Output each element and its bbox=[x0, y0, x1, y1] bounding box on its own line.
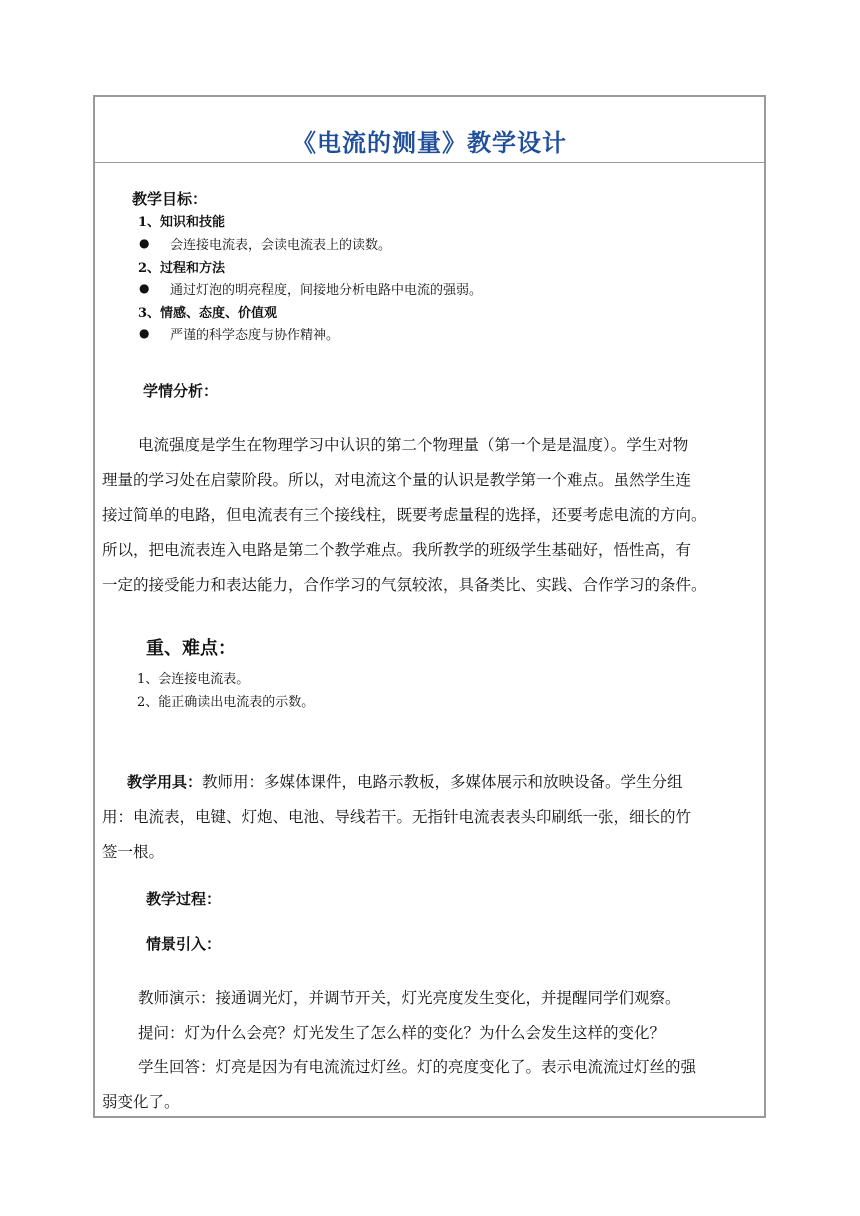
bullet-icon: ● bbox=[139, 236, 150, 250]
knowledge-skills-heading: 1、知识和技能 bbox=[138, 215, 226, 230]
analysis-line: 理量的学习处在启蒙阶段。所以，对电流这个量的认识是教学第一个难点。虽然学生连 bbox=[102, 471, 692, 489]
analysis-line: 接过简单的电路，但电流表有三个接线柱，既要考虑量程的选择，还要考虑电流的方向。 bbox=[102, 506, 707, 524]
tools-line: 签一根。 bbox=[102, 843, 165, 861]
process-answer-line: 学生回答：灯亮是因为有电流流过灯丝。灯的亮度变化了。表示电流流过灯丝的强 bbox=[138, 1058, 697, 1076]
process-heading: 教学过程： bbox=[146, 890, 222, 908]
analysis-line: 一定的接受能力和表达能力，合作学习的气氛较浓，具备类比、实践、合作学习的条件。 bbox=[102, 576, 707, 594]
tools-label: 教学用具： bbox=[127, 773, 203, 791]
bullet-icon: ● bbox=[139, 281, 150, 295]
key-point-item: 1、会连接电流表。 bbox=[137, 672, 250, 687]
key-points-heading: 重、难点： bbox=[146, 638, 236, 659]
objectives-heading: 教学目标： bbox=[132, 190, 208, 208]
process-answer-line: 弱变化了。 bbox=[102, 1093, 180, 1111]
title-row bbox=[95, 97, 764, 163]
intro-heading: 情景引入： bbox=[146, 935, 222, 953]
key-point-item: 2、能正确读出电流表的示数。 bbox=[137, 695, 315, 710]
process-method-item: 通过灯泡的明亮程度，间接地分析电路中电流的强弱。 bbox=[170, 283, 483, 298]
process-demo-line: 教师演示：接通调光灯，并调节开关，灯光亮度发生变化，并提醒同学们观察。 bbox=[138, 989, 681, 1007]
tools-text: 教师用：多媒体课件，电路示教板，多媒体展示和放映设备。学生分组 bbox=[202, 773, 683, 791]
bullet-icon: ● bbox=[139, 326, 150, 340]
analysis-heading: 学情分析： bbox=[143, 382, 219, 400]
analysis-line: 电流强度是学生在物理学习中认识的第二个物理量（第一个是是温度）。学生对物 bbox=[138, 436, 689, 454]
emotion-attitude-item: 严谨的科学态度与协作精神。 bbox=[170, 328, 340, 343]
process-question-line: 提问：灯为什么会亮？灯光发生了怎么样的变化？为什么会发生这样的变化？ bbox=[138, 1024, 666, 1042]
tools-line bbox=[127, 767, 683, 798]
page-title: 《电流的测量》教学设计 bbox=[292, 128, 567, 157]
analysis-line: 所以，把电流表连入电路是第二个教学难点。我所教学的班级学生基础好，悟性高，有 bbox=[102, 541, 692, 559]
tools-line: 用：电流表，电键、灯炮、电池、导线若干。无指针电流表表头印刷纸一张，细长的竹 bbox=[102, 808, 692, 826]
emotion-attitude-heading: 3、情感、态度、价值观 bbox=[138, 306, 278, 321]
knowledge-skills-item: 会连接电流表，会读电流表上的读数。 bbox=[170, 238, 392, 253]
process-method-heading: 2、过程和方法 bbox=[138, 261, 226, 276]
